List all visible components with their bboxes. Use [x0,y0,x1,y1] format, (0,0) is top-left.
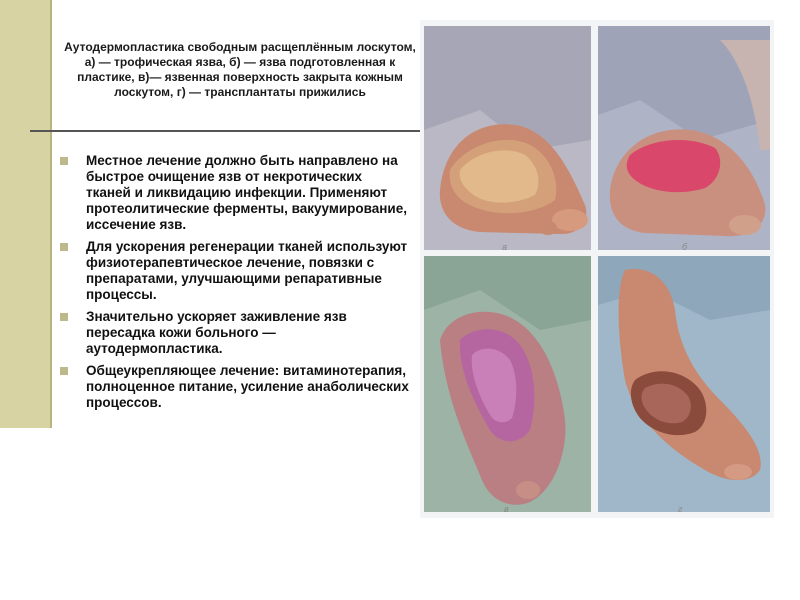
figure-caption: Аутодермопластика свободным расщеплённым лоскутом, а) — трофическая язва, б) — язва подготовленная к пластике, в)— язвенная поверхность закрыта кожным лоскутом, г) — трансплантаты прижились [64,40,416,99]
photo-label-a: а [502,242,508,252]
bullet-square-icon [60,367,68,375]
clinical-photos [420,20,774,518]
bullet-item: Для ускорения регенерации тканей используют физиотерапевтическое лечение, повязки с препаратами, улучшающими репаративные процессы. [58,239,410,303]
photo-c-graft-applied [424,256,591,512]
photo-label-b: б [682,242,688,252]
bullet-item: Значительно ускоряет заживление язв пересадка кожи больного — аутодермопластика. [58,309,410,357]
photo-b-ulcer-prepared [598,26,770,250]
clinical-photo-panel [420,20,774,518]
bullet-square-icon [60,157,68,165]
divider [30,130,422,132]
photo-a-ulcer [424,26,591,250]
bullet-square-icon [60,313,68,321]
photo-label-d: г [678,504,683,514]
photo-label-c: в [504,504,509,514]
accent-bar [0,0,52,428]
bullet-item: Общеукрепляющее лечение: витаминотерапия, полноценное питание, усиление анаболических процессов. [58,363,410,411]
photo-d-grafts-taken [598,256,770,512]
bullet-item: Местное лечение должно быть направлено на быстрое очищение язв от некротических тканей и ликвидацию инфекции. Применяют протеолитические ферменты, вакуумирование, иссечение язв. [58,153,410,233]
bullet-list [58,153,410,417]
bullet-square-icon [60,243,68,251]
